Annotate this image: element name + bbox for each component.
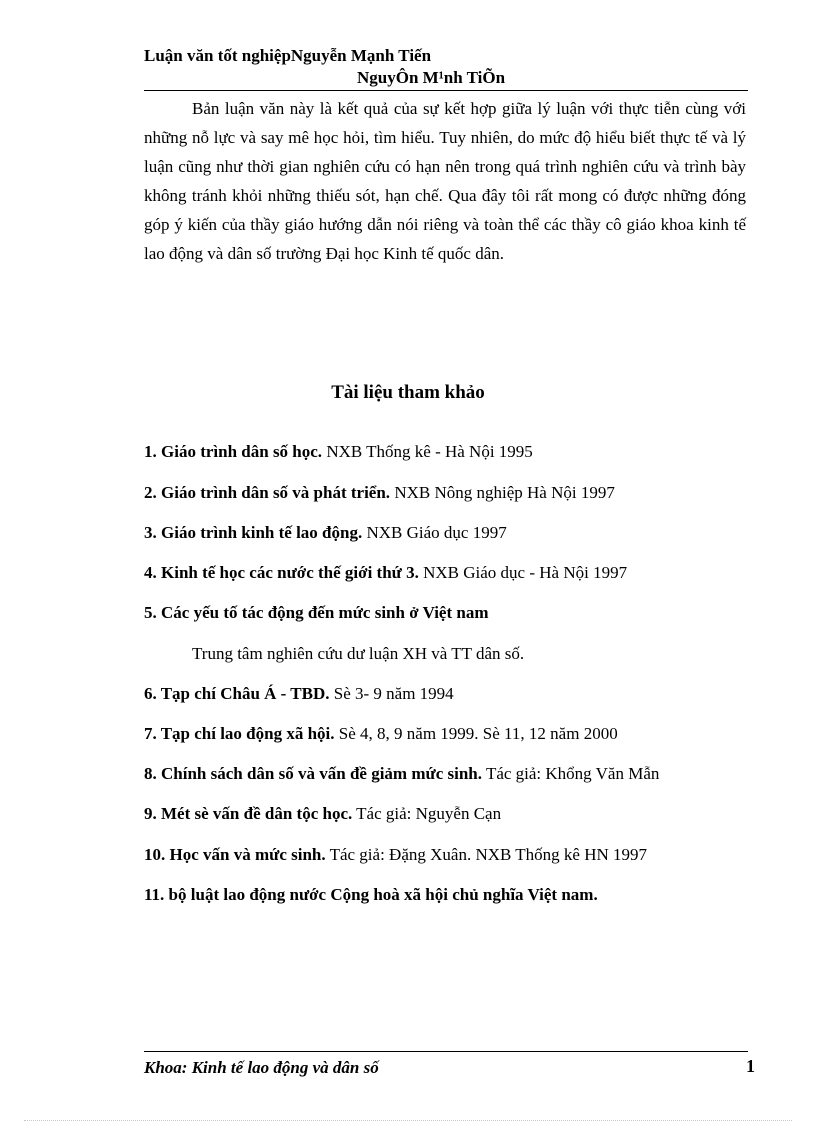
reference-details: NXB Giáo dục - Hà Nội 1997 — [418, 563, 628, 582]
reference-title: 8. Chính sách dân số và vấn đề giảm mức sinh. — [144, 764, 482, 783]
reference-title: 11. bộ luật lao động nước Cộng hoà xã hội chủ nghĩa Việt nam. — [144, 885, 598, 904]
reference-title: 7. Tạp chí lao động xã hội. — [144, 724, 335, 743]
references-title: Tài liệu tham khảo — [331, 382, 485, 403]
reference-item — [144, 523, 507, 543]
reference-item-subline: Trung tâm nghiên cứu dư luận XH và TT dân số. — [192, 644, 525, 663]
reference-title: 6. Tạp chí Châu Á - TBD. — [144, 684, 330, 703]
running-header-author-garbled: NguyÔn M¹nh TiÕn — [357, 68, 506, 87]
reference-item — [144, 764, 659, 784]
reference-item — [144, 845, 647, 865]
reference-item — [144, 563, 627, 583]
reference-item — [144, 724, 618, 744]
reference-title: 4. Kinh tế học các nước thế giới thứ 3. — [144, 563, 419, 582]
reference-title: 5. Các yếu tố tác động đến mức sinh ở Việt nam — [144, 603, 489, 622]
reference-title: 9. Mét sè vấn đề dân tộc học. — [144, 804, 353, 823]
reference-details: Tác giả: Đặng Xuân. NXB Thống kê HN 1997 — [325, 845, 648, 864]
reference-title: 10. Học vấn và mức sinh. — [144, 845, 326, 864]
reference-title: 1. Giáo trình dân số học. — [144, 442, 323, 461]
running-header-author: Luận văn tốt nghiệpNguyễn Mạnh Tiến — [144, 46, 432, 65]
reference-details: NXB Nông nghiệp Hà Nội 1997 — [390, 483, 615, 502]
footer-rule — [144, 1051, 748, 1052]
reference-details: Tác giả: Khổng Văn Mẫn — [482, 764, 660, 783]
reference-item — [144, 684, 454, 704]
reference-item — [144, 804, 501, 824]
reference-title: 2. Giáo trình dân số và phát triển. — [144, 483, 391, 502]
reference-item — [144, 885, 598, 905]
reference-title: 3. Giáo trình kinh tế lao động. — [144, 523, 363, 542]
reference-item — [144, 483, 615, 503]
reference-details: Sè 3- 9 năm 1994 — [329, 684, 454, 703]
reference-details: Tác giả: Nguyễn Cạn — [352, 804, 502, 823]
reference-details: NXB Giáo dục 1997 — [362, 523, 507, 542]
reference-item — [144, 603, 489, 623]
reference-details: Sè 4, 8, 9 năm 1999. Sè 11, 12 năm 2000 — [334, 724, 618, 743]
page-edge-divider — [24, 1120, 792, 1121]
intro-paragraph: Bản luận văn này là kết quả của sự kết hợp giữa lý luận với thực tiễn cùng với những nỗ lực và say mê học hỏi, tìm hiểu. Tuy nhiên, do mức độ hiểu biết thực tế và lý luận cũng như thời gian nghiên cứu có hạn nên trong quá trình nghiên cứu và trình bày không tránh khỏi những thiếu sót, hạn chế. Qua đây tôi rất mong có được những đóng góp ý kiến của thầy giáo hướng dẫn nói riêng và toàn thể các thầy cô giáo khoa kinh tế lao động và dân số trường Đại học Kinh tế quốc dân. — [144, 99, 746, 263]
header-rule — [144, 90, 748, 91]
page-number: 1 — [746, 1056, 755, 1076]
reference-item — [144, 442, 533, 462]
reference-details: NXB Thống kê - Hà Nội 1995 — [322, 442, 533, 461]
footer-department: Khoa: Kinh tế lao động và dân số — [144, 1058, 379, 1077]
